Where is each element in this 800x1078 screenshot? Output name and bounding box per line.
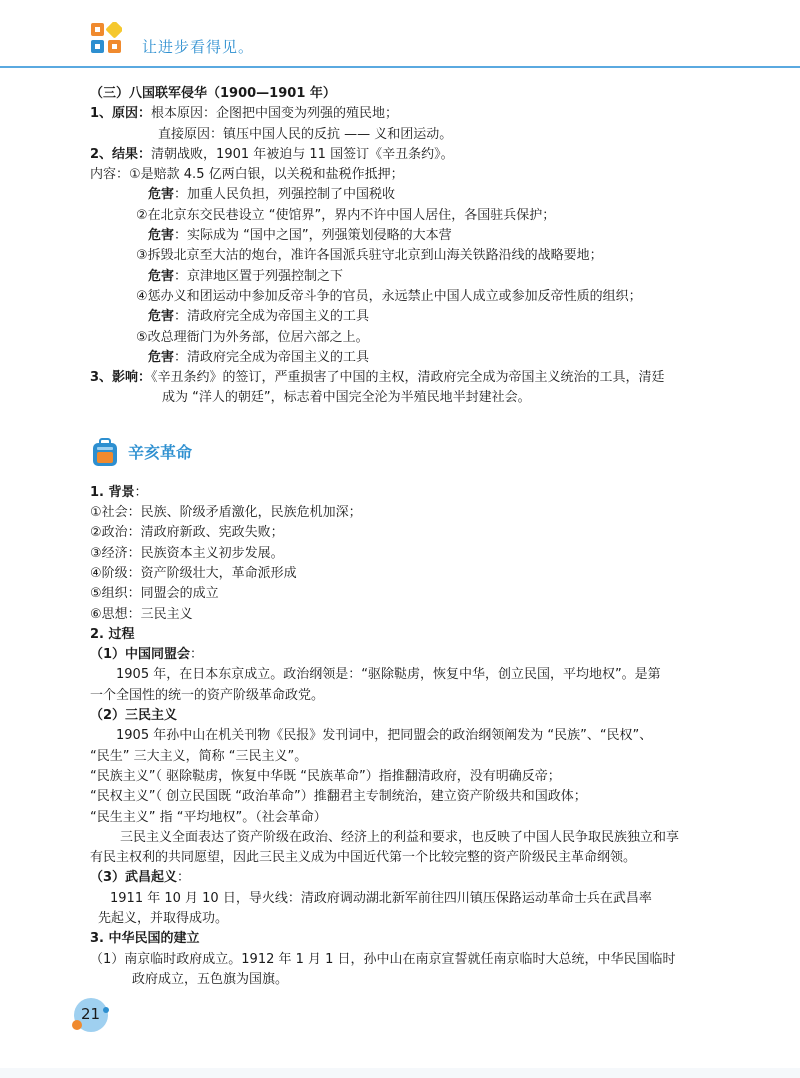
bold-text: 危害 [148, 309, 175, 325]
bold-text: 危害 [148, 268, 175, 284]
text-segment: 三民主义全面表达了资产阶级在政治、经济上的利益和要求，也反映了中国人民争取民族独立和享 [120, 829, 680, 845]
text-line [90, 747, 730, 767]
text-segment: “民族主义”（ 驱除鞑虏，恢复中华既 “民族革命”）指推翻清政府，没有明确反帝； [90, 768, 561, 784]
text-line [90, 726, 730, 746]
text-segment: 先起义，并取得成功。 [98, 910, 229, 926]
section-boxer-invasion [90, 84, 730, 409]
bold-text: 2、结果： [90, 146, 152, 162]
section-xinhai-revolution [90, 483, 730, 990]
text-segment: （1）南京临时政府成立。1912 年 1 月 1 日，孙中山在南京宣誓就任南京临时大总统，中华民国临时 [90, 951, 676, 967]
footer-band [0, 1068, 800, 1078]
text-line [90, 84, 730, 104]
text-segment: ：清政府完全成为帝国主义的工具 [174, 349, 370, 365]
text-segment: 有民主权利的共同愿望，因此三民主义成为中国近代第一个比较完整的资产阶级民主革命纲领。 [90, 850, 637, 866]
text-segment: ⑥思想：三民主义 [90, 606, 193, 622]
bold-text: 2. 过程 [90, 626, 135, 642]
text-segment: 1905 年孙中山在机关刊物《民报》发刊词中，把同盟会的政治纲领阐发为 “民族”、“民权”、 [116, 728, 653, 744]
bold-text: 1、原因： [90, 106, 152, 122]
text-segment: ：清政府完全成为帝国主义的工具 [174, 309, 370, 325]
bold-text: 3. 中华民国的建立 [90, 931, 200, 947]
text-line [90, 767, 730, 787]
text-segment: 《辛丑条约》的签订，严重损害了中国的主权，清政府完全成为帝国主义统治的工具，清廷 [151, 370, 665, 386]
text-line [90, 246, 730, 266]
text-segment: 政府成立，五色旗为国旗。 [132, 971, 289, 987]
document-body [90, 84, 730, 990]
text-line [90, 145, 730, 165]
text-segment: ②在北京东交民巷设立 “使馆界”，界内不许中国人居住，各国驻兵保护； [136, 207, 556, 223]
text-segment: ③拆毁北京至大沽的炮台，准许各国派兵驻守北京到山海关铁路沿线的战略要地； [136, 248, 603, 264]
text-segment: ： [177, 870, 191, 886]
bold-text: （三）八国联军侵华（1900—1901 年） [90, 86, 336, 101]
brand-logo-icon [90, 22, 122, 54]
text-segment: “民权主义”（ 创立民国既 “政治革命”）推翻君主专制统治，建立资产阶级共和国政体； [90, 789, 587, 805]
text-line [90, 226, 730, 246]
text-line [90, 828, 730, 848]
text-line [90, 605, 730, 625]
text-line [90, 868, 730, 888]
text-segment: ②政治：清政府新政、宪政失败； [90, 525, 284, 541]
text-segment: 成为 “洋人的朝廷”，标志着中国完全沦为半殖民地半封建社会。 [162, 390, 531, 406]
text-line [90, 564, 730, 584]
text-line [90, 503, 730, 523]
text-line [90, 523, 730, 543]
text-line [90, 165, 730, 185]
bold-text: （3）武昌起义 [90, 870, 178, 886]
bold-text: 3、影响： [90, 370, 152, 386]
text-segment: 一个全国性的统一的资产阶级革命政党。 [90, 687, 325, 703]
text-line [90, 348, 730, 368]
text-segment: ：加重人民负担，列强控制了中国税收 [174, 187, 396, 203]
text-line [90, 267, 730, 287]
text-line [90, 889, 730, 909]
section-title: 辛亥革命 [128, 442, 193, 462]
text-line [90, 584, 730, 604]
header-divider [0, 66, 800, 68]
text-line [90, 950, 730, 970]
text-line [90, 328, 730, 348]
text-segment: ： [134, 484, 148, 500]
text-segment: ③经济：民族资本主义初步发展。 [90, 545, 284, 561]
text-line [90, 125, 730, 145]
text-line [90, 706, 730, 726]
page-number: 21 [81, 1005, 101, 1023]
page-number-badge [72, 996, 112, 1036]
header-slogan: 让进步看得见。 [142, 38, 255, 56]
text-line [90, 665, 730, 685]
bold-text: 1. 背景 [90, 484, 135, 500]
text-segment: ④惩办义和团运动中参加反帝斗争的官员，永远禁止中国人成立或参加反帝性质的组织； [136, 288, 642, 304]
bold-text: 危害 [148, 228, 175, 244]
bold-text: （2）三民主义 [90, 708, 178, 724]
text-line [90, 185, 730, 205]
text-segment: ①社会：民族、阶级矛盾激化，民族危机加深； [90, 505, 362, 521]
bold-text: （1）中国同盟会 [90, 647, 191, 663]
text-segment: ： [190, 647, 204, 663]
text-segment: ⑤改总理衙门为外务部，位居六部之上。 [136, 329, 369, 345]
text-line [90, 686, 730, 706]
text-segment: “民生” 三大主义，简称 “三民主义”。 [90, 748, 308, 764]
text-segment: 内容：①是赔款 4.5 亿两白银，以关税和盐税作抵押； [90, 167, 404, 183]
text-line [90, 287, 730, 307]
text-line [90, 206, 730, 226]
text-line [90, 909, 730, 929]
text-segment: ④阶级：资产阶级壮大，革命派形成 [90, 565, 297, 581]
text-segment: 清朝战败，1901 年被迫与 11 国签订《辛丑条约》。 [151, 146, 454, 162]
text-line [90, 388, 730, 408]
text-line [90, 645, 730, 665]
text-segment: ：实际成为 “国中之国”，列强策划侵略的大本营 [174, 228, 452, 244]
blue-dot-decoration [103, 1007, 109, 1013]
text-line [90, 307, 730, 327]
text-line [90, 368, 730, 388]
text-segment: ⑤组织：同盟会的成立 [90, 586, 219, 602]
text-segment: 根本原因：企图把中国变为列强的殖民地； [151, 106, 399, 122]
text-line [90, 929, 730, 949]
text-segment: 1905 年，在日本东京成立。政治纲领是：“驱除鞑虏，恢复中华，创立民国，平均地权”。是第 [116, 667, 661, 683]
text-line [90, 848, 730, 868]
text-segment: 1911 年 10 月 10 日，导火线：清政府调动湖北新军前往四川镇压保路运动革命士兵在武昌率 [110, 890, 652, 906]
text-segment: ：京津地区置于列强控制之下 [174, 268, 344, 284]
text-line [90, 483, 730, 503]
bold-text: 危害 [148, 349, 175, 365]
text-segment: “民生主义” 指 “平均地权”。（社会革命） [90, 809, 327, 825]
text-line [90, 787, 730, 807]
text-line [90, 544, 730, 564]
backpack-icon [90, 438, 120, 468]
text-line [90, 104, 730, 124]
text-line [90, 808, 730, 828]
section-heading [90, 431, 730, 475]
text-line [90, 625, 730, 645]
text-segment: 直接原因：镇压中国人民的反抗 —— 义和团运动。 [158, 126, 453, 142]
text-line [90, 970, 730, 990]
bold-text: 危害 [148, 187, 175, 203]
page-header [0, 0, 800, 70]
